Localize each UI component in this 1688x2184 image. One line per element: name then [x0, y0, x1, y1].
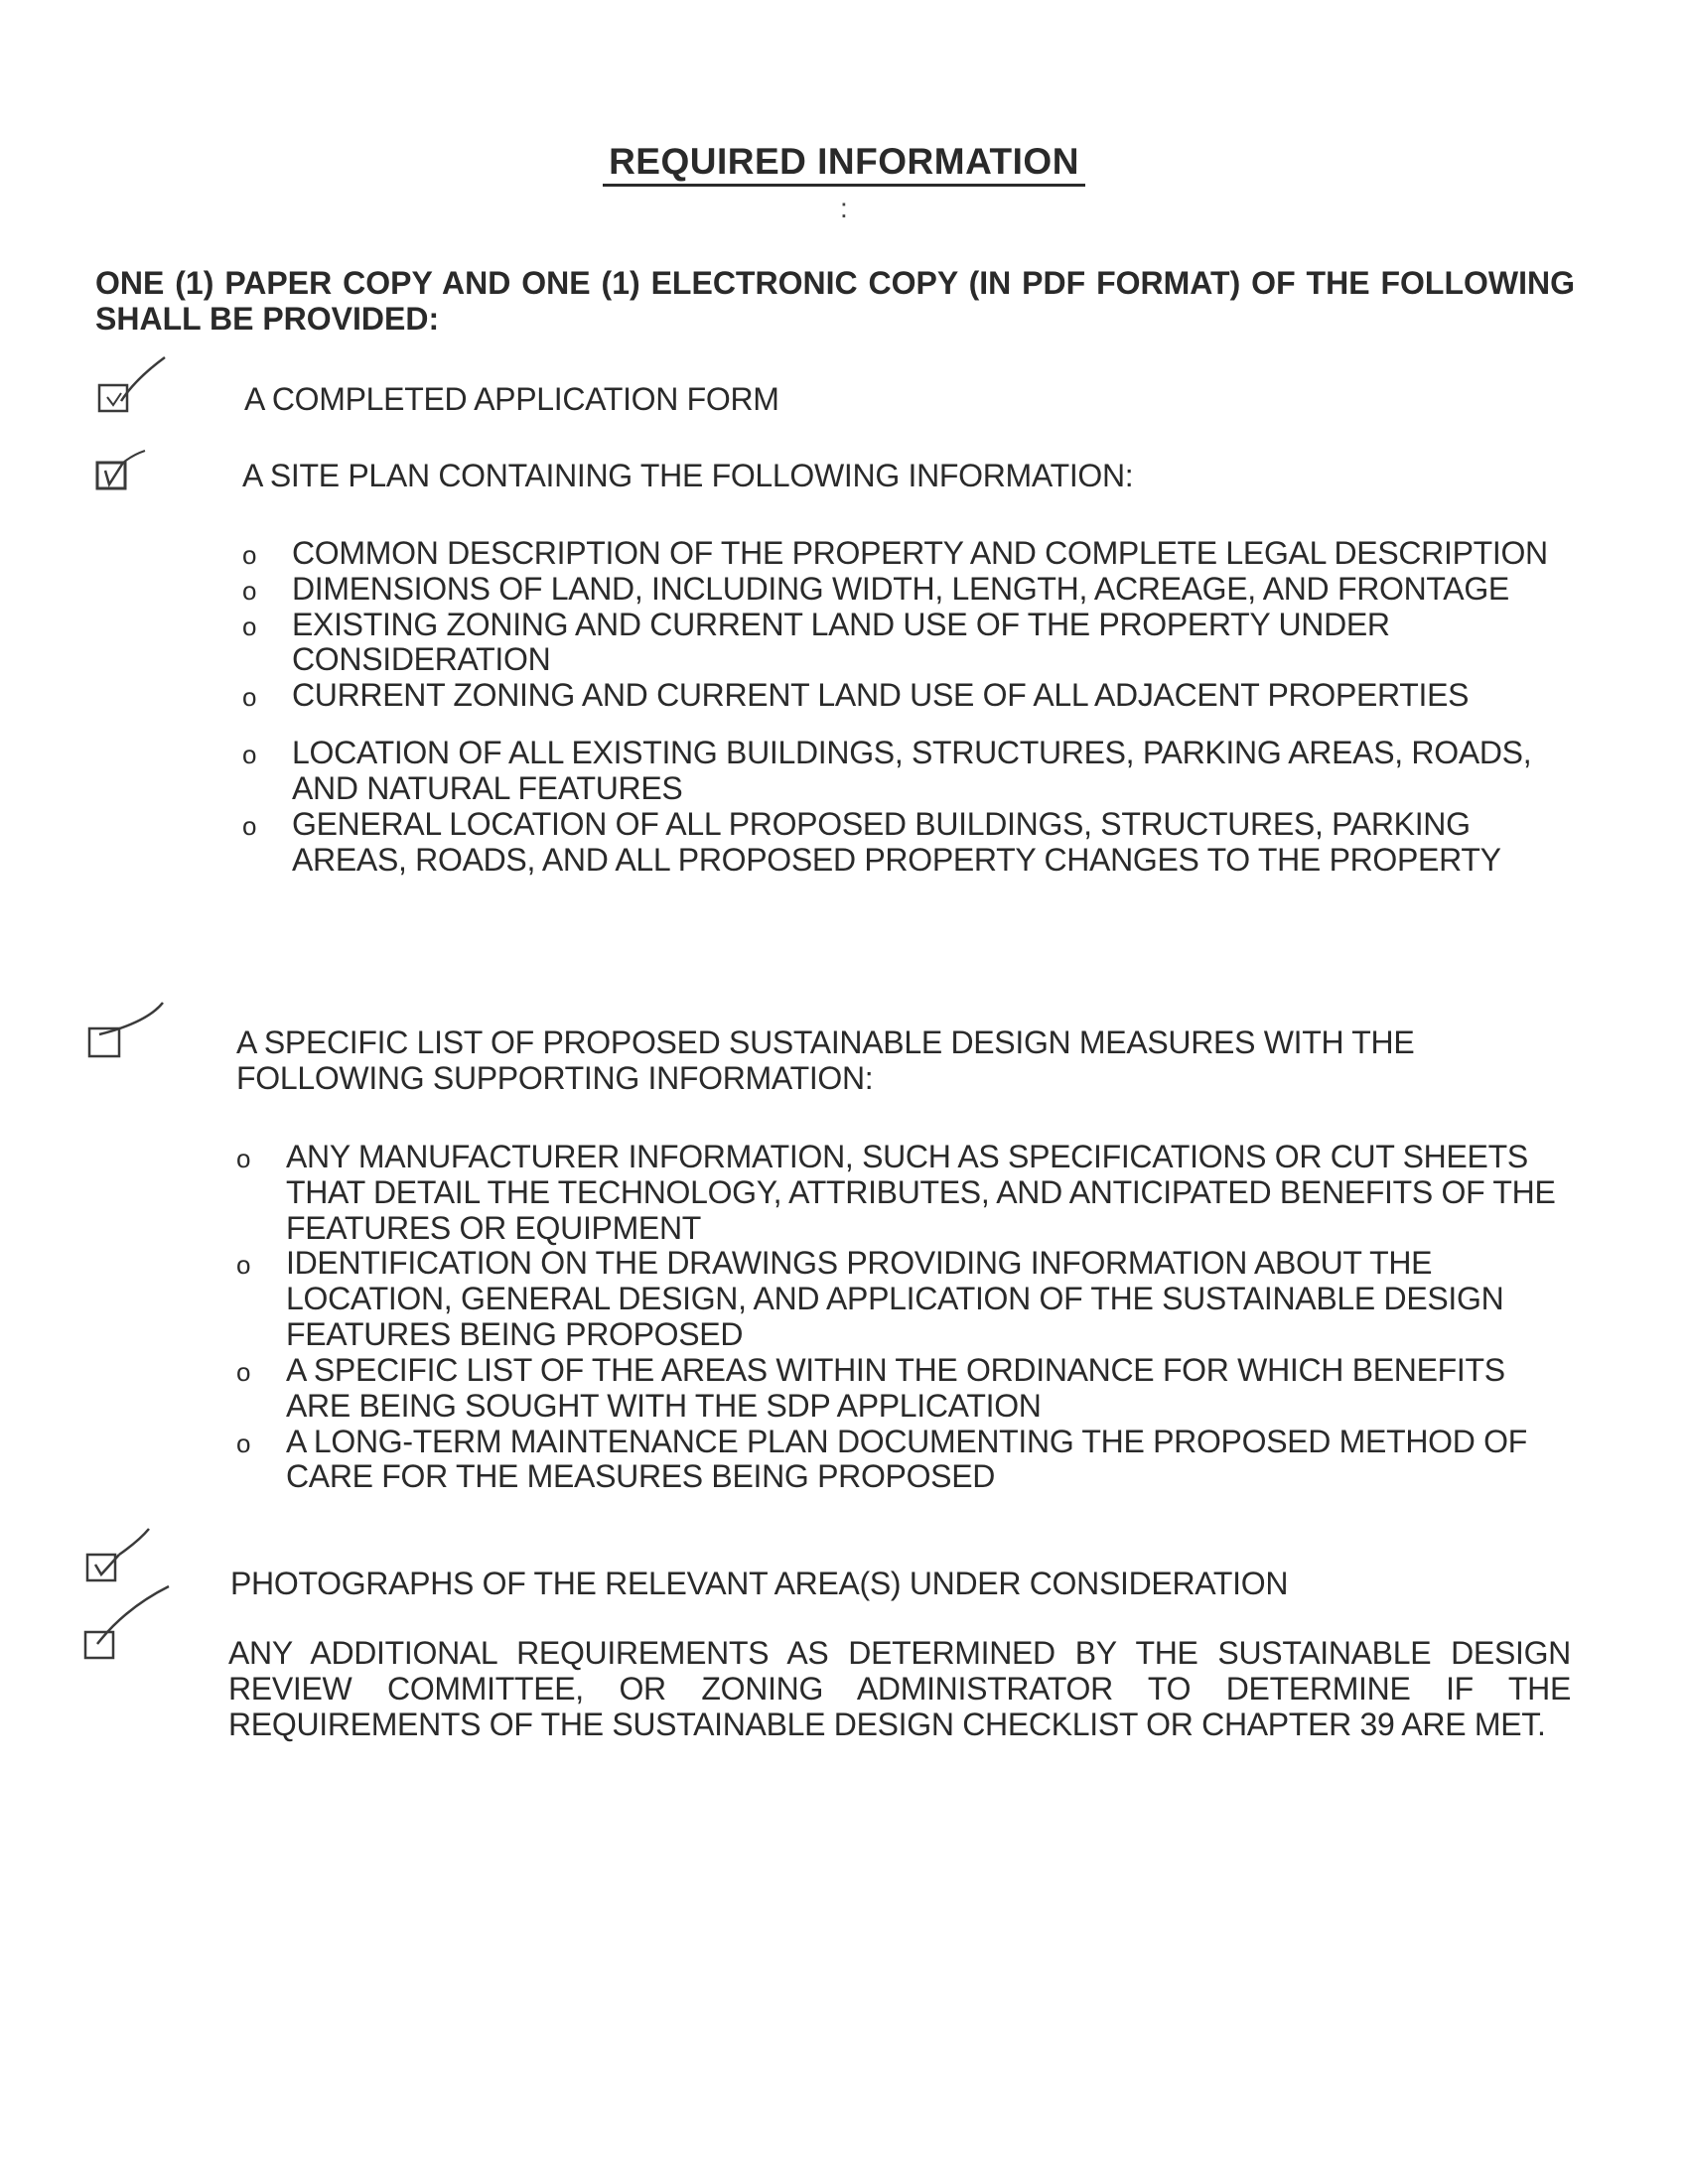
list-item: o EXISTING ZONING AND CURRENT LAND USE OF THE PROPERTY UNDER CONSIDERATION — [242, 606, 1390, 678]
checked-box-icon — [81, 1578, 250, 1688]
bullet-icon: o — [236, 1356, 251, 1387]
intro-paragraph: ONE (1) PAPER COPY AND ONE (1) ELECTRONIC COPY (IN PDF FORMAT) OF THE FOLLOWING SHALL BE PROVIDED: — [95, 265, 1575, 337]
item-site-plan: A SITE PLAN CONTAINING THE FOLLOWING INFORMATION: — [242, 458, 1134, 493]
bullet-icon: o — [242, 740, 257, 770]
item-photographs: PHOTOGRAPHS OF THE RELEVANT AREA(S) UNDER CONSIDERATION — [230, 1566, 1289, 1601]
bullet-icon: o — [242, 540, 257, 570]
bullet-icon: o — [242, 611, 257, 641]
page-title — [0, 141, 1688, 187]
bullet-icon: o — [242, 575, 257, 606]
checkbox-site-plan[interactable] — [93, 427, 262, 536]
checkbox-sustainable-measures[interactable] — [87, 993, 256, 1102]
list-item: o A SPECIFIC LIST OF THE AREAS WITHIN THE ORDINANCE FOR WHICH BENEFITS ARE BEING SOUGHT WITH THE SDP APPLICATION — [236, 1351, 1505, 1424]
site-plan-sublist — [236, 536, 1587, 878]
bullet-icon: o — [236, 1428, 251, 1458]
bullet-icon: o — [242, 810, 257, 841]
checkbox-additional-requirements[interactable] — [81, 1578, 250, 1688]
list-item: o LOCATION OF ALL EXISTING BUILDINGS, STRUCTURES, PARKING AREAS, ROADS, AND NATURAL FEATURES — [242, 735, 1532, 806]
checked-box-icon — [87, 993, 256, 1102]
title-mark: : — [840, 193, 848, 223]
list-item: o COMMON DESCRIPTION OF THE PROPERTY AND COMPLETE LEGAL DESCRIPTION — [242, 535, 1548, 571]
bullet-icon: o — [236, 1250, 251, 1281]
item-application-form: A COMPLETED APPLICATION FORM — [244, 381, 779, 417]
page-title-text: REQUIRED INFORMATION — [603, 143, 1085, 187]
item-additional-requirements: ANY ADDITIONAL REQUIREMENTS AS DETERMINED BY THE SUSTAINABLE DESIGN REVIEW COMMITTEE, OR ZONING ADMINISTRATOR TO DETERMINE IF THE REQUIREMENTS OF THE SUSTAINABLE DESIGN CHECKLIST OR CHAPTER 39 ARE MET. — [228, 1635, 1571, 1742]
list-item: o DIMENSIONS OF LAND, INCLUDING WIDTH, LENGTH, ACREAGE, AND FRONTAGE — [242, 570, 1509, 607]
list-item: o IDENTIFICATION ON THE DRAWINGS PROVIDING INFORMATION ABOUT THE LOCATION, GENERAL DESIGN, AND APPLICATION OF THE SUSTAINABLE DESIGN FEATURES BEING PROPOSED — [236, 1245, 1504, 1353]
checked-box-icon — [93, 427, 262, 536]
sustainable-measures-sublist — [230, 1140, 1561, 1495]
bullet-icon: o — [242, 682, 257, 713]
item-sustainable-measures: A SPECIFIC LIST OF PROPOSED SUSTAINABLE DESIGN MEASURES WITH THE FOLLOWING SUPPORTING INFORMATION: — [236, 1024, 1415, 1096]
list-item: o A LONG-TERM MAINTENANCE PLAN DOCUMENTING THE PROPOSED METHOD OF CARE FOR THE MEASURES BEING PROPOSED — [236, 1423, 1527, 1495]
list-item: o CURRENT ZONING AND CURRENT LAND USE OF ALL ADJACENT PROPERTIES — [242, 677, 1470, 714]
list-item: o GENERAL LOCATION OF ALL PROPOSED BUILDINGS, STRUCTURES, PARKING AREAS, ROADS, AND ALL PROPOSED PROPERTY CHANGES TO THE PROPERTY — [242, 805, 1501, 878]
bullet-icon: o — [236, 1144, 251, 1173]
list-item: o ANY MANUFACTURER INFORMATION, SUCH AS SPECIFICATIONS OR CUT SHEETS THAT DETAIL THE TECHNOLOGY, ATTRIBUTES, AND ANTICIPATED BENEFITS OF THE FEATURES OR EQUIPMENT — [236, 1139, 1556, 1246]
